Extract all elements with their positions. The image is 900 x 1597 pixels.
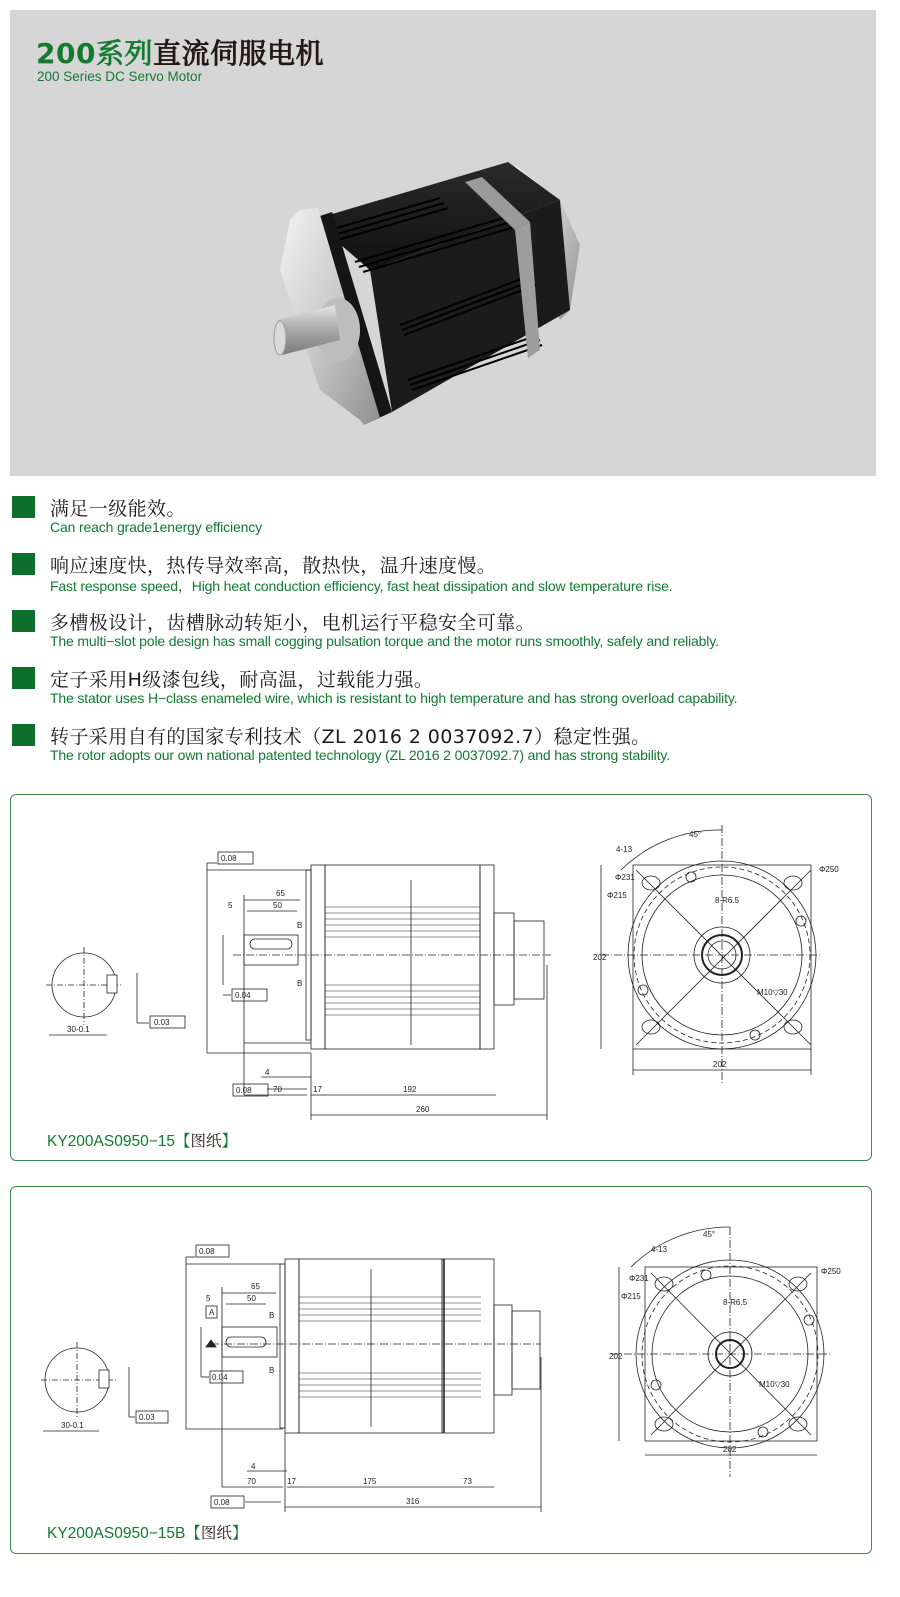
svg-text:Φ231: Φ231 — [629, 1274, 649, 1283]
svg-text:M10▽30: M10▽30 — [759, 1380, 790, 1389]
hero-banner — [10, 10, 876, 476]
bullet-square-icon — [12, 496, 35, 518]
bullet-square-icon — [12, 553, 35, 575]
svg-text:192: 192 — [403, 1085, 417, 1094]
svg-text:50: 50 — [273, 901, 282, 910]
svg-text:M10▽30: M10▽30 — [757, 988, 788, 997]
bullet-square-icon — [12, 724, 35, 746]
svg-text:73: 73 — [463, 1477, 472, 1486]
svg-text:0.04: 0.04 — [212, 1373, 228, 1382]
svg-text:Φ231: Φ231 — [615, 873, 635, 882]
svg-text:B: B — [269, 1311, 275, 1320]
svg-text:50: 50 — [247, 1294, 256, 1303]
feature-list — [12, 494, 892, 779]
svg-text:B: B — [297, 979, 303, 988]
svg-text:70: 70 — [247, 1477, 256, 1486]
svg-text:175: 175 — [363, 1477, 377, 1486]
svg-text:0.03: 0.03 — [139, 1413, 155, 1422]
drawing-panel-15b — [10, 1186, 872, 1554]
svg-text:5: 5 — [228, 901, 233, 910]
svg-text:202: 202 — [609, 1352, 623, 1361]
feature-item: 响应速度快，热传导效率高，散热快，温升速度慢。 Fast response speed，High heat conduction efficiency, fast heat dissipation and slow temperature rise. — [12, 551, 892, 608]
svg-text:Φ250: Φ250 — [821, 1267, 841, 1276]
svg-text:0.03: 0.03 — [154, 1018, 170, 1027]
svg-text:4-13: 4-13 — [616, 845, 633, 854]
technical-drawing — [11, 795, 871, 1160]
drawing-model-label[interactable]: KY200AS0950−15【图纸】 — [47, 1132, 238, 1150]
svg-text:0.08: 0.08 — [236, 1086, 252, 1095]
svg-text:4-13: 4-13 — [651, 1245, 668, 1254]
svg-text:30-0.1: 30-0.1 — [67, 1025, 90, 1034]
svg-text:A: A — [209, 1308, 215, 1317]
svg-text:260: 260 — [416, 1105, 430, 1114]
svg-text:4: 4 — [265, 1068, 270, 1077]
svg-text:4: 4 — [251, 1462, 256, 1471]
svg-text:316: 316 — [406, 1497, 420, 1506]
svg-text:B: B — [269, 1366, 275, 1375]
svg-text:65: 65 — [276, 889, 285, 898]
feature-item: 多槽极设计，齿槽脉动转矩小，电机运行平稳安全可靠。 The multi−slot pole design has small cogging pulsation torque and the motor runs smoothly, safely and reliably. — [12, 608, 892, 665]
svg-text:30-0.1: 30-0.1 — [61, 1421, 84, 1430]
svg-text:8-R6.5: 8-R6.5 — [723, 1298, 748, 1307]
svg-text:17: 17 — [287, 1477, 296, 1486]
svg-text:202: 202 — [723, 1445, 737, 1454]
feature-item: 定子采用H级漆包线，耐高温，过载能力强。 The stator uses H−class enameled wire, which is resistant to high temperature and has strong overload capability. — [12, 665, 892, 722]
svg-text:Φ250: Φ250 — [819, 865, 839, 874]
svg-text:Φ215: Φ215 — [607, 891, 627, 900]
svg-text:Φ215: Φ215 — [621, 1292, 641, 1301]
svg-text:B: B — [297, 921, 303, 930]
svg-text:202: 202 — [713, 1060, 727, 1069]
svg-text:45°: 45° — [689, 830, 702, 839]
svg-text:65: 65 — [251, 1282, 260, 1291]
page-title: 200系列直流伺服电机 — [36, 37, 324, 70]
drawing-panel-15 — [10, 794, 872, 1161]
svg-text:0.04: 0.04 — [235, 991, 251, 1000]
svg-text:0.08: 0.08 — [214, 1498, 230, 1507]
svg-text:70: 70 — [273, 1085, 282, 1094]
bullet-square-icon — [12, 610, 35, 632]
page-subtitle: 200 Series DC Servo Motor — [37, 69, 203, 84]
bullet-square-icon — [12, 667, 35, 689]
svg-text:8-R6.5: 8-R6.5 — [715, 896, 740, 905]
svg-text:0.08: 0.08 — [199, 1247, 215, 1256]
feature-item: 转子采用自有的国家专利技术（ZL 2016 2 0037092.7）稳定性强。 The rotor adopts our own national patented technology (ZL 2016 2 0037092.7) and has strong stability. — [12, 722, 892, 779]
svg-text:202: 202 — [593, 953, 607, 962]
motor-product-image — [260, 150, 600, 430]
svg-text:17: 17 — [313, 1085, 322, 1094]
technical-drawing — [11, 1187, 871, 1552]
svg-text:5: 5 — [206, 1294, 211, 1303]
feature-item: 满足一级能效。 Can reach grade1energy efficiency — [12, 494, 892, 551]
drawing-model-label[interactable]: KY200AS0950−15B【图纸】 — [47, 1524, 248, 1542]
svg-text:0.08: 0.08 — [221, 854, 237, 863]
svg-text:45°: 45° — [703, 1230, 716, 1239]
